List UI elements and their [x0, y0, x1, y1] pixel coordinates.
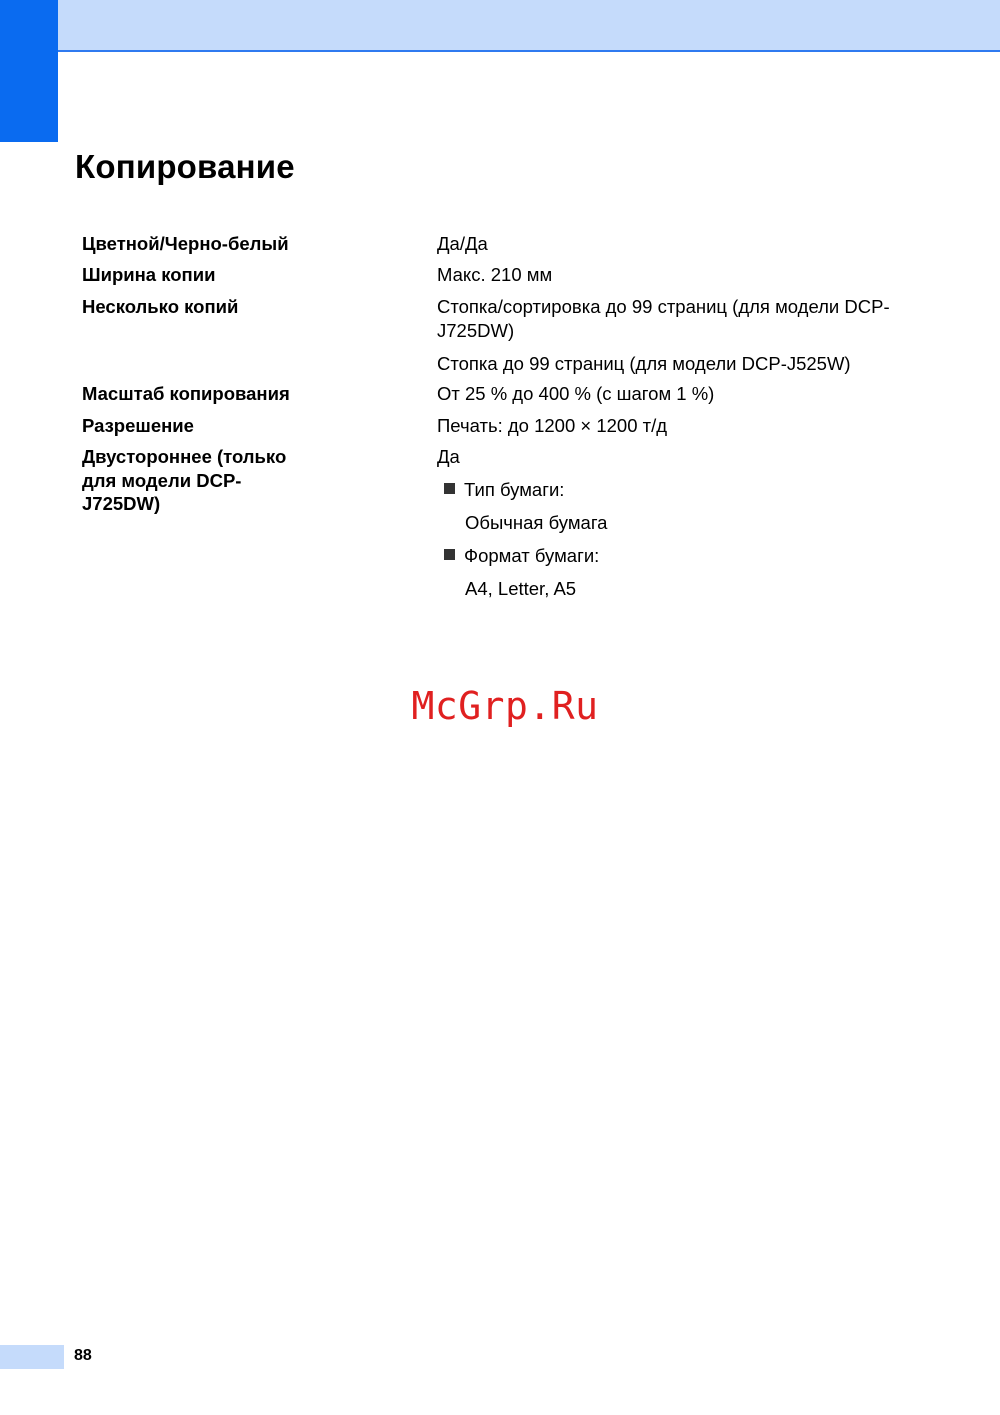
- page-number: 88: [74, 1347, 92, 1364]
- spec-label-copy-width: Ширина копии: [82, 264, 216, 285]
- bullet-paper-type-title: Тип бумаги:: [464, 479, 565, 500]
- spec-value-scale: От 25 % до 400 % (с шагом 1 %): [437, 383, 715, 404]
- bullet-paper-size-detail: A4, Letter, A5: [465, 578, 577, 599]
- spec-value-multiple-copies-725: Стопка/сортировка до 99 страниц (для модели DCP-J725DW): [437, 296, 890, 341]
- spec-value-resolution: Печать: до 1200 × 1200 т/д: [437, 415, 668, 436]
- bullet-paper-size-title: Формат бумаги:: [464, 545, 600, 566]
- spec-label-duplex: Двустороннее (только для модели DCP-J725DW): [82, 446, 287, 514]
- spec-value-multiple-copies: [437, 295, 907, 376]
- spec-value-duplex: Да: [437, 446, 460, 467]
- square-bullet-icon: [444, 483, 455, 494]
- footer-bar: [0, 1345, 64, 1369]
- section-title: Копирование: [75, 148, 295, 185]
- spec-value-multiple-copies-525: Стопка до 99 страниц (для модели DCP-J525W): [437, 353, 851, 374]
- spec-label-scale: Масштаб копирования: [82, 383, 290, 404]
- spec-value-color: Да/Да: [437, 233, 488, 254]
- bullet-paper-type-detail: Обычная бумага: [465, 512, 608, 533]
- bullet-paper-size: [444, 544, 599, 568]
- chapter-tab: [0, 0, 58, 142]
- header-band: [0, 0, 1000, 52]
- bullet-paper-type: [444, 478, 564, 502]
- spec-label-resolution: Разрешение: [82, 415, 194, 436]
- square-bullet-icon: [444, 549, 455, 560]
- spec-label-multiple-copies: Несколько копий: [82, 296, 239, 317]
- watermark: McGrp.Ru: [411, 684, 599, 728]
- spec-label-color: Цветной/Черно-белый: [82, 233, 289, 254]
- spec-value-copy-width: Макс. 210 мм: [437, 264, 553, 285]
